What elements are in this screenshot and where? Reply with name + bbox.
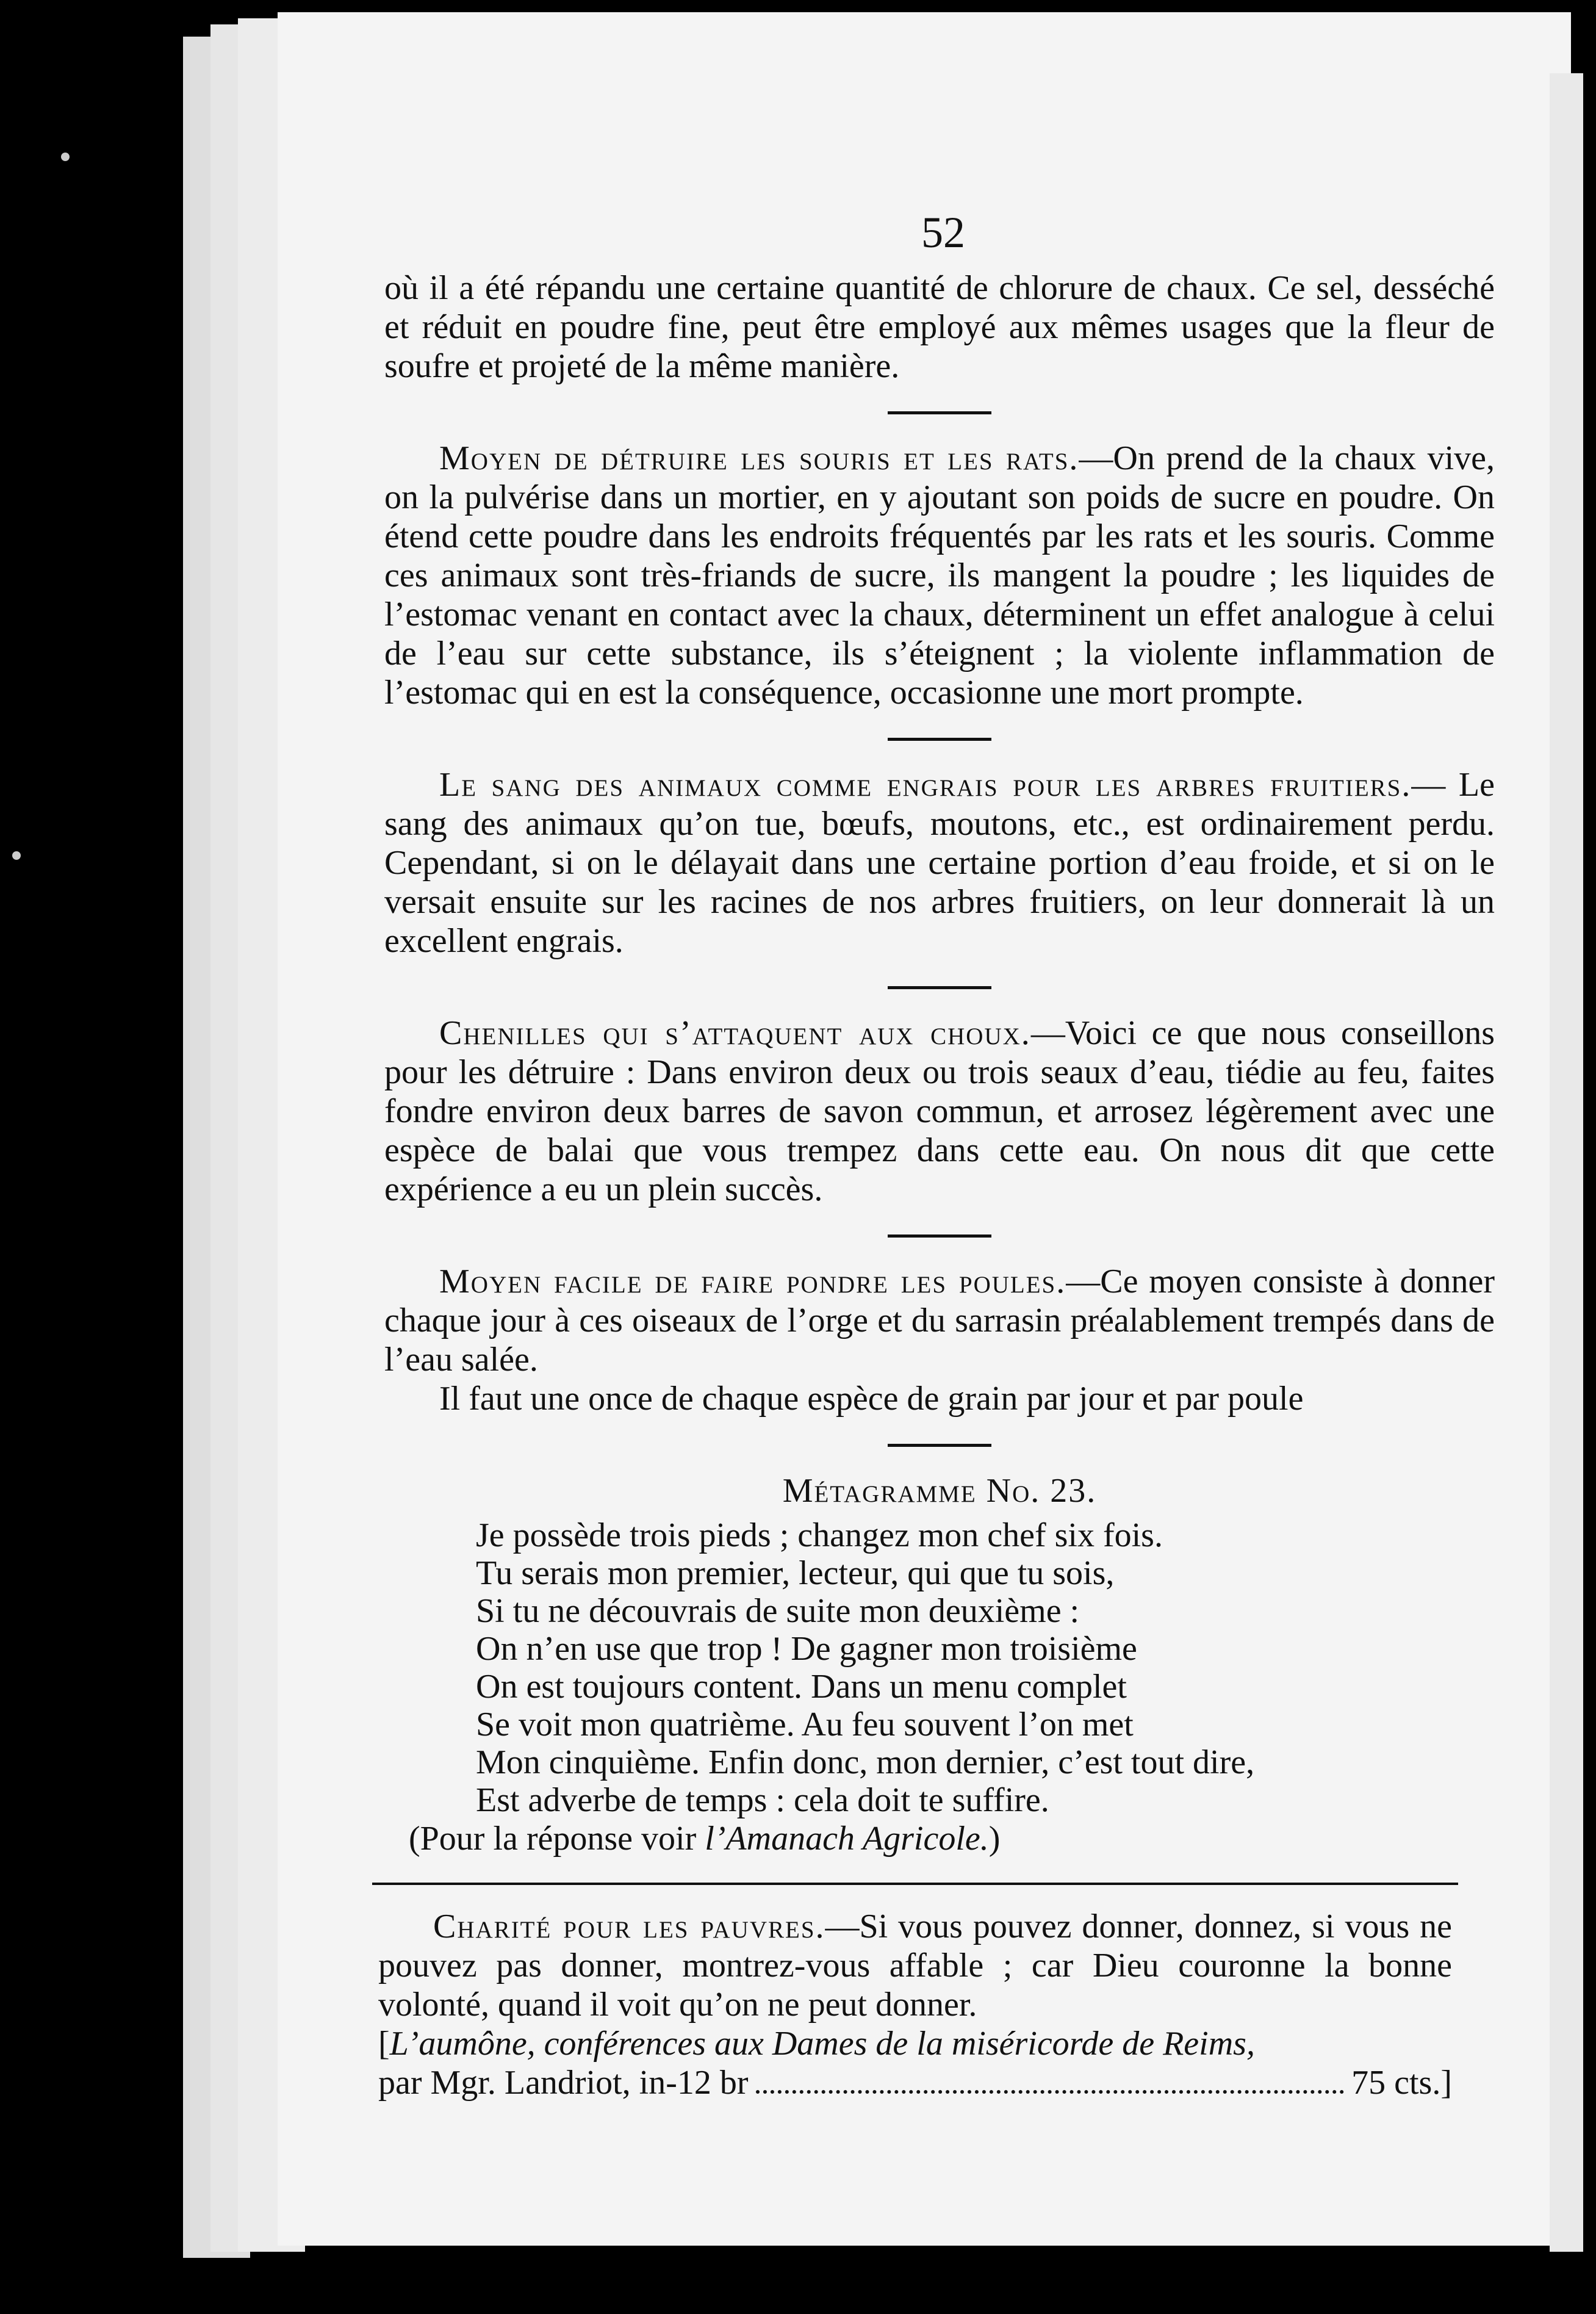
answer-reference: l’Amanach Agricole. (705, 1820, 989, 1858)
poem-line: On est toujours content. Dans un menu complet (476, 1668, 1127, 1706)
ref-title: L’aumône, conférences aux Dames de la miséricorde de Reims, (389, 2025, 1255, 2063)
dust-speck (61, 153, 70, 161)
metagramme-answer (409, 1819, 1495, 1858)
poem-line: Je possède trois pieds ; changez mon chef six fois. (476, 1516, 1163, 1554)
dust-speck (12, 851, 21, 860)
metagramme-title: Métagramme No. 23. (782, 1472, 1097, 1510)
poules-title: Moyen facile de faire pondre les poules. (439, 1263, 1066, 1300)
rats-body: —On prend de la chaux vive, on la pulvérise dans un mortier, en y ajoutant son poids de sucre en poudre. On étend cette poudre dans les endroits fréquentés par les rats et les souris. Comme ces animaux sont très-friands de sucre, ils mangent la poudre ; les liquides de l’estomac venant en contact avec la chaux, déterminent un effet analogue à celui de l’eau sur cette substance, ils s’éteignent ; la violente inflammation de l’estomac qui en est la conséquence, occasionne une mort prompte. (384, 439, 1495, 712)
sang-title: Le sang des animaux comme engrais pour les arbres fruitiers. (439, 766, 1412, 804)
price-line (378, 2063, 1452, 2102)
intro-paragraph: où il a été répandu une certaine quantité de chlorure de chaux. Ce sel, desséché et réduit en poudre fine, peut être employé aux mêmes usages que la fleur de soufre et projeté de la même manière. (384, 269, 1495, 385)
footer-rule (372, 1883, 1458, 1885)
dot-leader (756, 2090, 1345, 2094)
sang-body: — Le sang des animaux qu’on tue, bœufs, moutons, etc., est ordinairement perdu. Cependant, si on le délayait dans une certaine portion d’eau froide, et si on le versait ensuite sur les racines de nos arbres fruitiers, on leur donnerait là un excellent engrais. (384, 766, 1495, 960)
section-divider (888, 738, 991, 741)
charity-title: Charité pour les pauvres. (433, 1908, 825, 1945)
charity-section (378, 1907, 1452, 2102)
rats-paragraph (384, 439, 1495, 712)
charity-body: —Si vous pouvez donner, donnez, si vous ne pouvez pas donner, montrez-vous affable ; car Dieu couronne la bonne volonté, quand il voit qu’on ne peut donner. (378, 1908, 1452, 2024)
ref-bracket: [ (378, 2025, 390, 2063)
section-divider (888, 411, 991, 414)
poem-line: Se voit mon quatrième. Au feu souvent l’on met (476, 1706, 1134, 1743)
section-divider (888, 1234, 991, 1238)
section-divider (888, 1444, 991, 1447)
chenilles-body: —Voici ce que nous conseillons pour les détruire : Dans environ deux ou trois seaux d’eau, tiédie au feu, faites fondre environ deux barres de savon commun, et arrosez légèrement avec une espèce de balai que vous trempez dans cette eau. On nous dit que cette expérience a eu un plein succès. (384, 1014, 1495, 1208)
sang-paragraph (384, 765, 1495, 961)
metagramme-poem (476, 1516, 1495, 1819)
answer-suffix: ) (988, 1820, 1001, 1858)
answer-prefix: (Pour la réponse voir (409, 1820, 705, 1858)
poem-line: Tu serais mon premier, lecteur, qui que tu sois, (476, 1554, 1115, 1592)
rats-title: Moyen de détruire les souris et les rats. (439, 439, 1079, 477)
poules-paragraph (384, 1262, 1495, 1379)
poules-body: —Ce moyen consiste à donner chaque jour à ces oiseaux de l’orge et du sarrasin préalablement trempés dans de l’eau salée. (384, 1263, 1495, 1379)
poem-line: Mon cinquième. Enfin donc, mon dernier, c’est tout dire, (476, 1743, 1255, 1781)
right-page-edge (1550, 73, 1583, 2252)
poem-line: Si tu ne découvrais de suite mon deuxième : (476, 1592, 1080, 1630)
price: 75 cts.] (1351, 2064, 1452, 2102)
page-content (384, 269, 1495, 1858)
poem-line: Est adverbe de temps : cela doit te suffire. (476, 1781, 1049, 1819)
page-number: 52 (921, 208, 965, 257)
chenilles-paragraph (384, 1014, 1495, 1209)
poules-paragraph-2: Il faut une once de chaque espèce de grain par jour et par poule (439, 1380, 1304, 1418)
section-divider (888, 986, 991, 989)
chenilles-title: Chenilles qui s’attaquent aux choux. (439, 1014, 1031, 1052)
ref-author: par Mgr. Landriot, in-12 br (378, 2064, 749, 2102)
charity-paragraph (378, 1907, 1452, 2024)
poem-line: On n’en use que trop ! De gagner mon troisième (476, 1630, 1137, 1668)
charity-reference (378, 2024, 1452, 2063)
